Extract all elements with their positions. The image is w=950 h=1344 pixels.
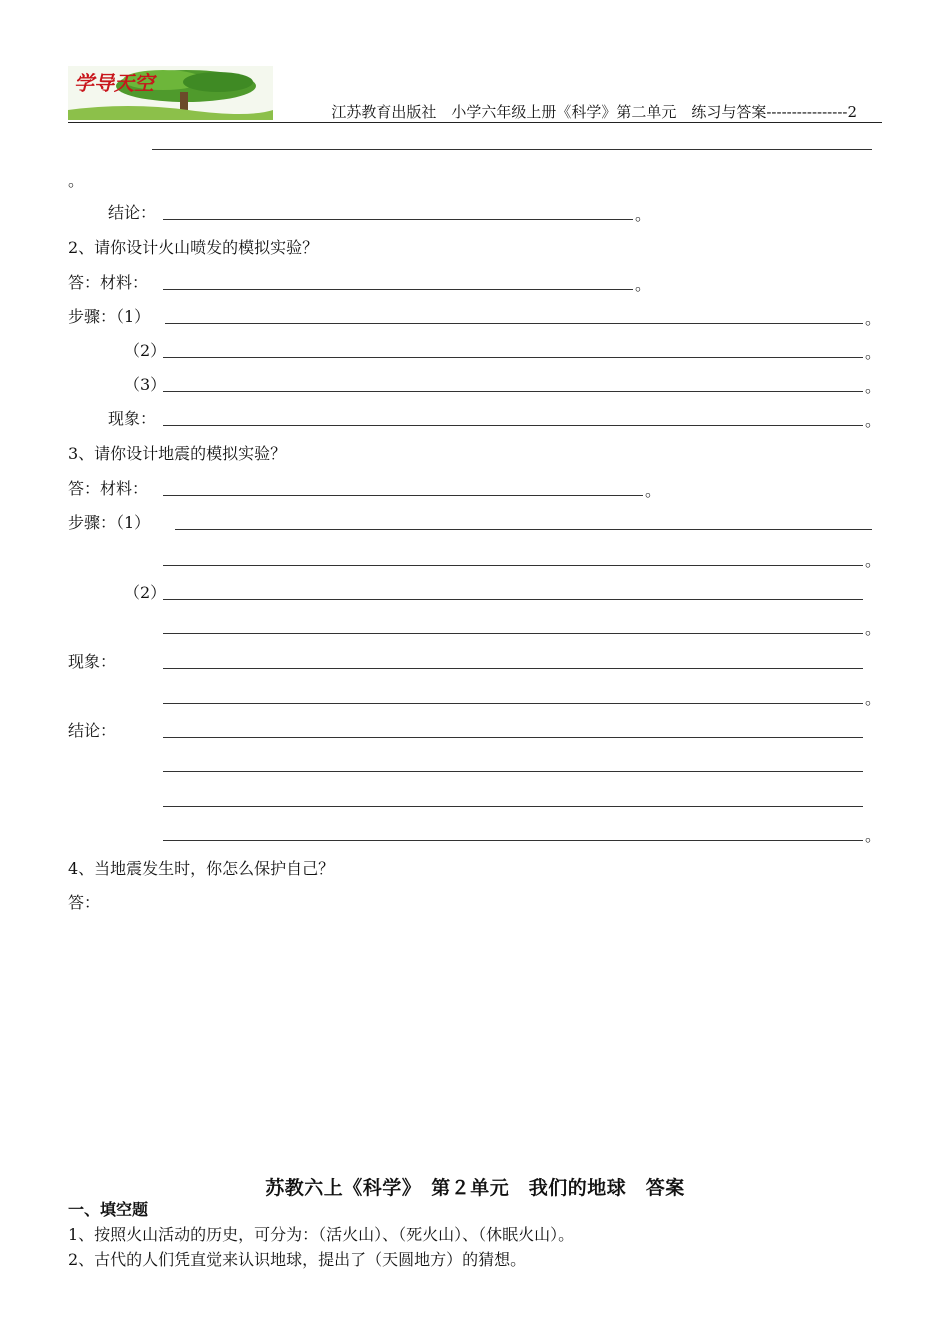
answer-line[interactable] <box>165 323 863 324</box>
q2-step1-label: 步骤：（1） <box>68 307 151 326</box>
line-end-period: 。 <box>645 481 662 500</box>
answer-line[interactable] <box>163 425 863 426</box>
answer-line[interactable] <box>163 633 863 634</box>
header-divider <box>68 122 882 123</box>
q3-step2-label: （2） <box>124 583 167 602</box>
q3-phenomenon-label: 现象： <box>68 652 117 671</box>
answer-item-2: 2、古代的人们凭直觉来认识地球，提出了（天圆地方）的猜想。 <box>68 1250 527 1269</box>
answer-line[interactable] <box>163 289 633 290</box>
line-end-period: 。 <box>635 205 652 224</box>
q2-materials-label: 答：材料： <box>68 273 149 292</box>
line-end-period: 。 <box>865 689 882 708</box>
answer-line[interactable] <box>163 391 863 392</box>
answer-section-heading: 一、填空题 <box>68 1200 149 1219</box>
q2-phenomenon-label: 现象： <box>108 409 157 428</box>
q1-conclusion-label: 结论： <box>108 203 157 222</box>
answer-line[interactable] <box>152 149 872 150</box>
line-end-period: 。 <box>865 377 882 396</box>
answer-key-title: 苏教六上《科学》 第２单元 我们的地球 答案 <box>265 1177 685 1199</box>
trailing-period: 。 <box>68 171 85 190</box>
line-end-period: 。 <box>865 309 882 328</box>
line-end-period: 。 <box>865 619 882 638</box>
answer-line[interactable] <box>163 771 863 772</box>
line-end-period: 。 <box>635 275 652 294</box>
answer-line[interactable] <box>163 565 863 566</box>
answer-line[interactable] <box>163 840 863 841</box>
publisher-logo <box>68 66 273 120</box>
line-end-period: 。 <box>865 551 882 570</box>
answer-line[interactable] <box>163 703 863 704</box>
question-2-title: 2、请你设计火山喷发的模拟实验？ <box>68 238 319 257</box>
answer-line[interactable] <box>175 529 872 530</box>
answer-line[interactable] <box>163 668 863 669</box>
answer-line[interactable] <box>163 806 863 807</box>
q4-answer-label: 答： <box>68 893 101 912</box>
line-end-period: 。 <box>865 411 882 430</box>
q2-step3-label: （3） <box>124 375 167 394</box>
q3-step1-label: 步骤：（1） <box>68 513 151 532</box>
answer-item-1: 1、按照火山活动的历史，可分为：（活火山）、（死火山）、（休眠火山）。 <box>68 1225 575 1244</box>
question-3-title: 3、请你设计地震的模拟实验？ <box>68 444 287 463</box>
logo-text: 学导天空 <box>74 71 154 95</box>
q3-materials-label: 答：材料： <box>68 479 149 498</box>
answer-line[interactable] <box>163 357 863 358</box>
answer-line[interactable] <box>163 599 863 600</box>
line-end-period: 。 <box>865 343 882 362</box>
page-header: 江苏教育出版社 小学六年级上册《科学》第二单元 练习与答案----------------2 <box>331 103 857 121</box>
answer-line[interactable] <box>163 219 633 220</box>
question-4-title: 4、当地震发生时，你怎么保护自己？ <box>68 859 335 878</box>
answer-line[interactable] <box>163 737 863 738</box>
q2-step2-label: （2） <box>124 341 167 360</box>
q3-conclusion-label: 结论： <box>68 721 117 740</box>
answer-line[interactable] <box>163 495 643 496</box>
line-end-period: 。 <box>865 826 882 845</box>
